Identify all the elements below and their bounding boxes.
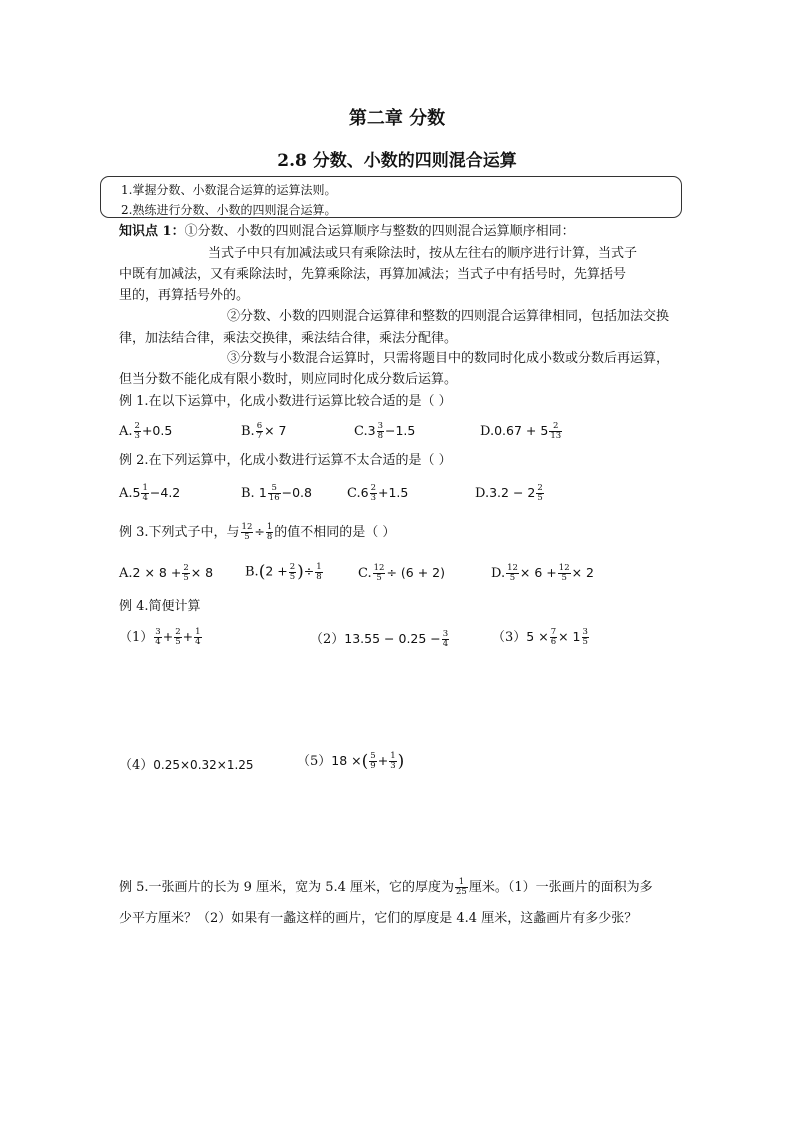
- fraction: $\frac{1}{3}$: [390, 751, 396, 771]
- ex4-problem-3: （3）5 × $\frac{7}{6}$ × 1 $\frac{3}{5}$: [492, 627, 588, 647]
- knowledge-label: 知识点 1：: [119, 224, 185, 239]
- ex2-option-d: D.3.2 − 2 $\frac{2}{5}$: [475, 483, 543, 503]
- knowledge-line-1: 知识点 1：①分数、小数的四则混合运算顺序与整数的四则混合运算顺序相同：: [119, 224, 575, 239]
- fraction: $\frac{2}{5}$: [289, 561, 296, 582]
- fraction: $\frac{2}{5}$: [537, 483, 543, 503]
- ex3-option-c: C. $\frac{12}{5}$ ÷ (6 + 2): [358, 563, 445, 583]
- ex1-option-b: B. $\frac{6}{7}$ × 7: [241, 421, 287, 441]
- fraction: $\frac{5}{16}$: [268, 483, 280, 503]
- fraction: $\frac{5}{9}$: [370, 751, 376, 771]
- goal-2: 2.熟练进行分数、小数的四则混合运算。: [121, 203, 337, 217]
- fraction: $\frac{2}{5}$: [183, 563, 189, 583]
- fraction: $\frac{1}{4}$: [195, 627, 201, 647]
- fraction: $\frac{2}{5}$: [175, 627, 181, 647]
- knowledge-line-8: 但当分数不能化成有限小数时，则应同时化成分数后运算。: [119, 372, 458, 387]
- example-2-question: 例 2.在下列运算中，化成小数进行运算不太合适的是（ ）: [119, 453, 452, 468]
- ex2-option-a: A.5 $\frac{1}{4}$ −4.2: [119, 483, 181, 503]
- ex3-option-b: B.(2 + $\frac{2}{5}$ )÷ $\frac{1}{8}$: [245, 561, 322, 582]
- fraction: $\frac{1}{25}$: [456, 877, 467, 897]
- fraction: $\frac{1}{4}$: [142, 483, 148, 503]
- knowledge-line-6: 律，加法结合律，乘法交换律，乘法结合律，乘法分配律。: [119, 331, 458, 346]
- fraction: $\frac{2}{3}$: [370, 483, 376, 503]
- fraction: $\frac{12}{5}$: [373, 563, 385, 583]
- learning-goals-box: [100, 176, 682, 218]
- knowledge-line-5: ②分数、小数的四则混合运算律和整数的四则混合运算律相同，包括加法交换: [227, 309, 670, 324]
- ex2-option-c: C.6 $\frac{2}{3}$ +1.5: [347, 483, 409, 503]
- fraction: $\frac{6}{7}$: [256, 421, 263, 441]
- example-5-line-2: 少平方厘米？（2）如果有一蠡这样的画片，它们的厚度是 4.4 厘米，这蠡画片有多少张？: [119, 911, 638, 926]
- example-1-question: 例 1.在以下运算中，化成小数进行运算比较合适的是（ ）: [119, 394, 452, 409]
- knowledge-line-7: ③分数与小数混合运算时，只需将题目中的数同时化成小数或分数后再运算，: [227, 351, 670, 366]
- fraction: $\frac{12}{5}$: [558, 563, 570, 583]
- fraction: $\frac{7}{6}$: [550, 627, 557, 647]
- ex2-option-b: B. 1 $\frac{5}{16}$ −0.8: [241, 483, 312, 503]
- ex3-option-d: D. $\frac{12}{5}$ × 6 + $\frac{12}{5}$ × 2: [491, 563, 595, 583]
- ex1-option-d: D.0.67 + 5 $\frac{2}{13}$: [480, 421, 562, 441]
- goal-1: 1.掌握分数、小数混合运算的运算法则。: [121, 183, 337, 197]
- ex1-option-c: C.3 $\frac{3}{8}$ −1.5: [354, 421, 416, 441]
- example-3-question: 例 3.下列式子中，与 $\frac{12}{5}$ ÷ $\frac{1}{8}$ 的值不相同的是（ ）: [119, 522, 396, 542]
- fraction: $\frac{12}{5}$: [507, 563, 518, 583]
- ex4-problem-2: （2）13.55 − 0.25 − $\frac{3}{4}$: [310, 629, 449, 649]
- section-title: 2.8 分数、小数的四则混合运算: [277, 151, 517, 171]
- fraction: $\frac{2}{13}$: [550, 421, 562, 441]
- ex4-problem-4: （4）0.25×0.32×1.25: [119, 758, 254, 773]
- ex3-option-a: A.2 × 8 + $\frac{2}{5}$ × 8: [119, 563, 214, 583]
- knowledge-line-3: 中既有加减法，又有乘除法时，先算乘除法，再算加减法；当式子中有括号时，先算括号: [119, 267, 627, 282]
- knowledge-line-4: 里的，再算括号外的。: [119, 288, 250, 303]
- example-4-title: 例 4.简便计算: [119, 599, 201, 614]
- fraction: $\frac{3}{4}$: [155, 627, 161, 647]
- fraction: $\frac{3}{4}$: [442, 629, 449, 649]
- fraction: $\frac{3}{5}$: [582, 627, 588, 647]
- ex4-problem-1: （1） $\frac{3}{4}$ + $\frac{2}{5}$ + $\frac{1}{4}$: [119, 627, 201, 647]
- example-5-line-1: 例 5.一张画片的长为 9 厘米，宽为 5.4 厘米，它的厚度为 $\frac{1}{25}$ 厘米。（1）一张画片的面积为多: [119, 877, 653, 897]
- fraction: $\frac{3}{8}$: [377, 421, 383, 441]
- ex1-option-a: A. $\frac{2}{3}$ +0.5: [119, 421, 173, 441]
- fraction: $\frac{2}{3}$: [134, 421, 140, 441]
- chapter-title: 第二章 分数: [348, 108, 446, 129]
- fraction: $\frac{1}{8}$: [266, 522, 273, 542]
- ex4-problem-5: （5）18 ×( $\frac{5}{9}$ + $\frac{1}{3}$ ): [297, 751, 405, 772]
- fraction: $\frac{12}{5}$: [241, 522, 253, 542]
- fraction: $\frac{1}{8}$: [316, 561, 322, 582]
- knowledge-line-2: 当式子中只有加减法或只有乘除法时，按从左往右的顺序进行计算，当式子: [208, 246, 638, 261]
